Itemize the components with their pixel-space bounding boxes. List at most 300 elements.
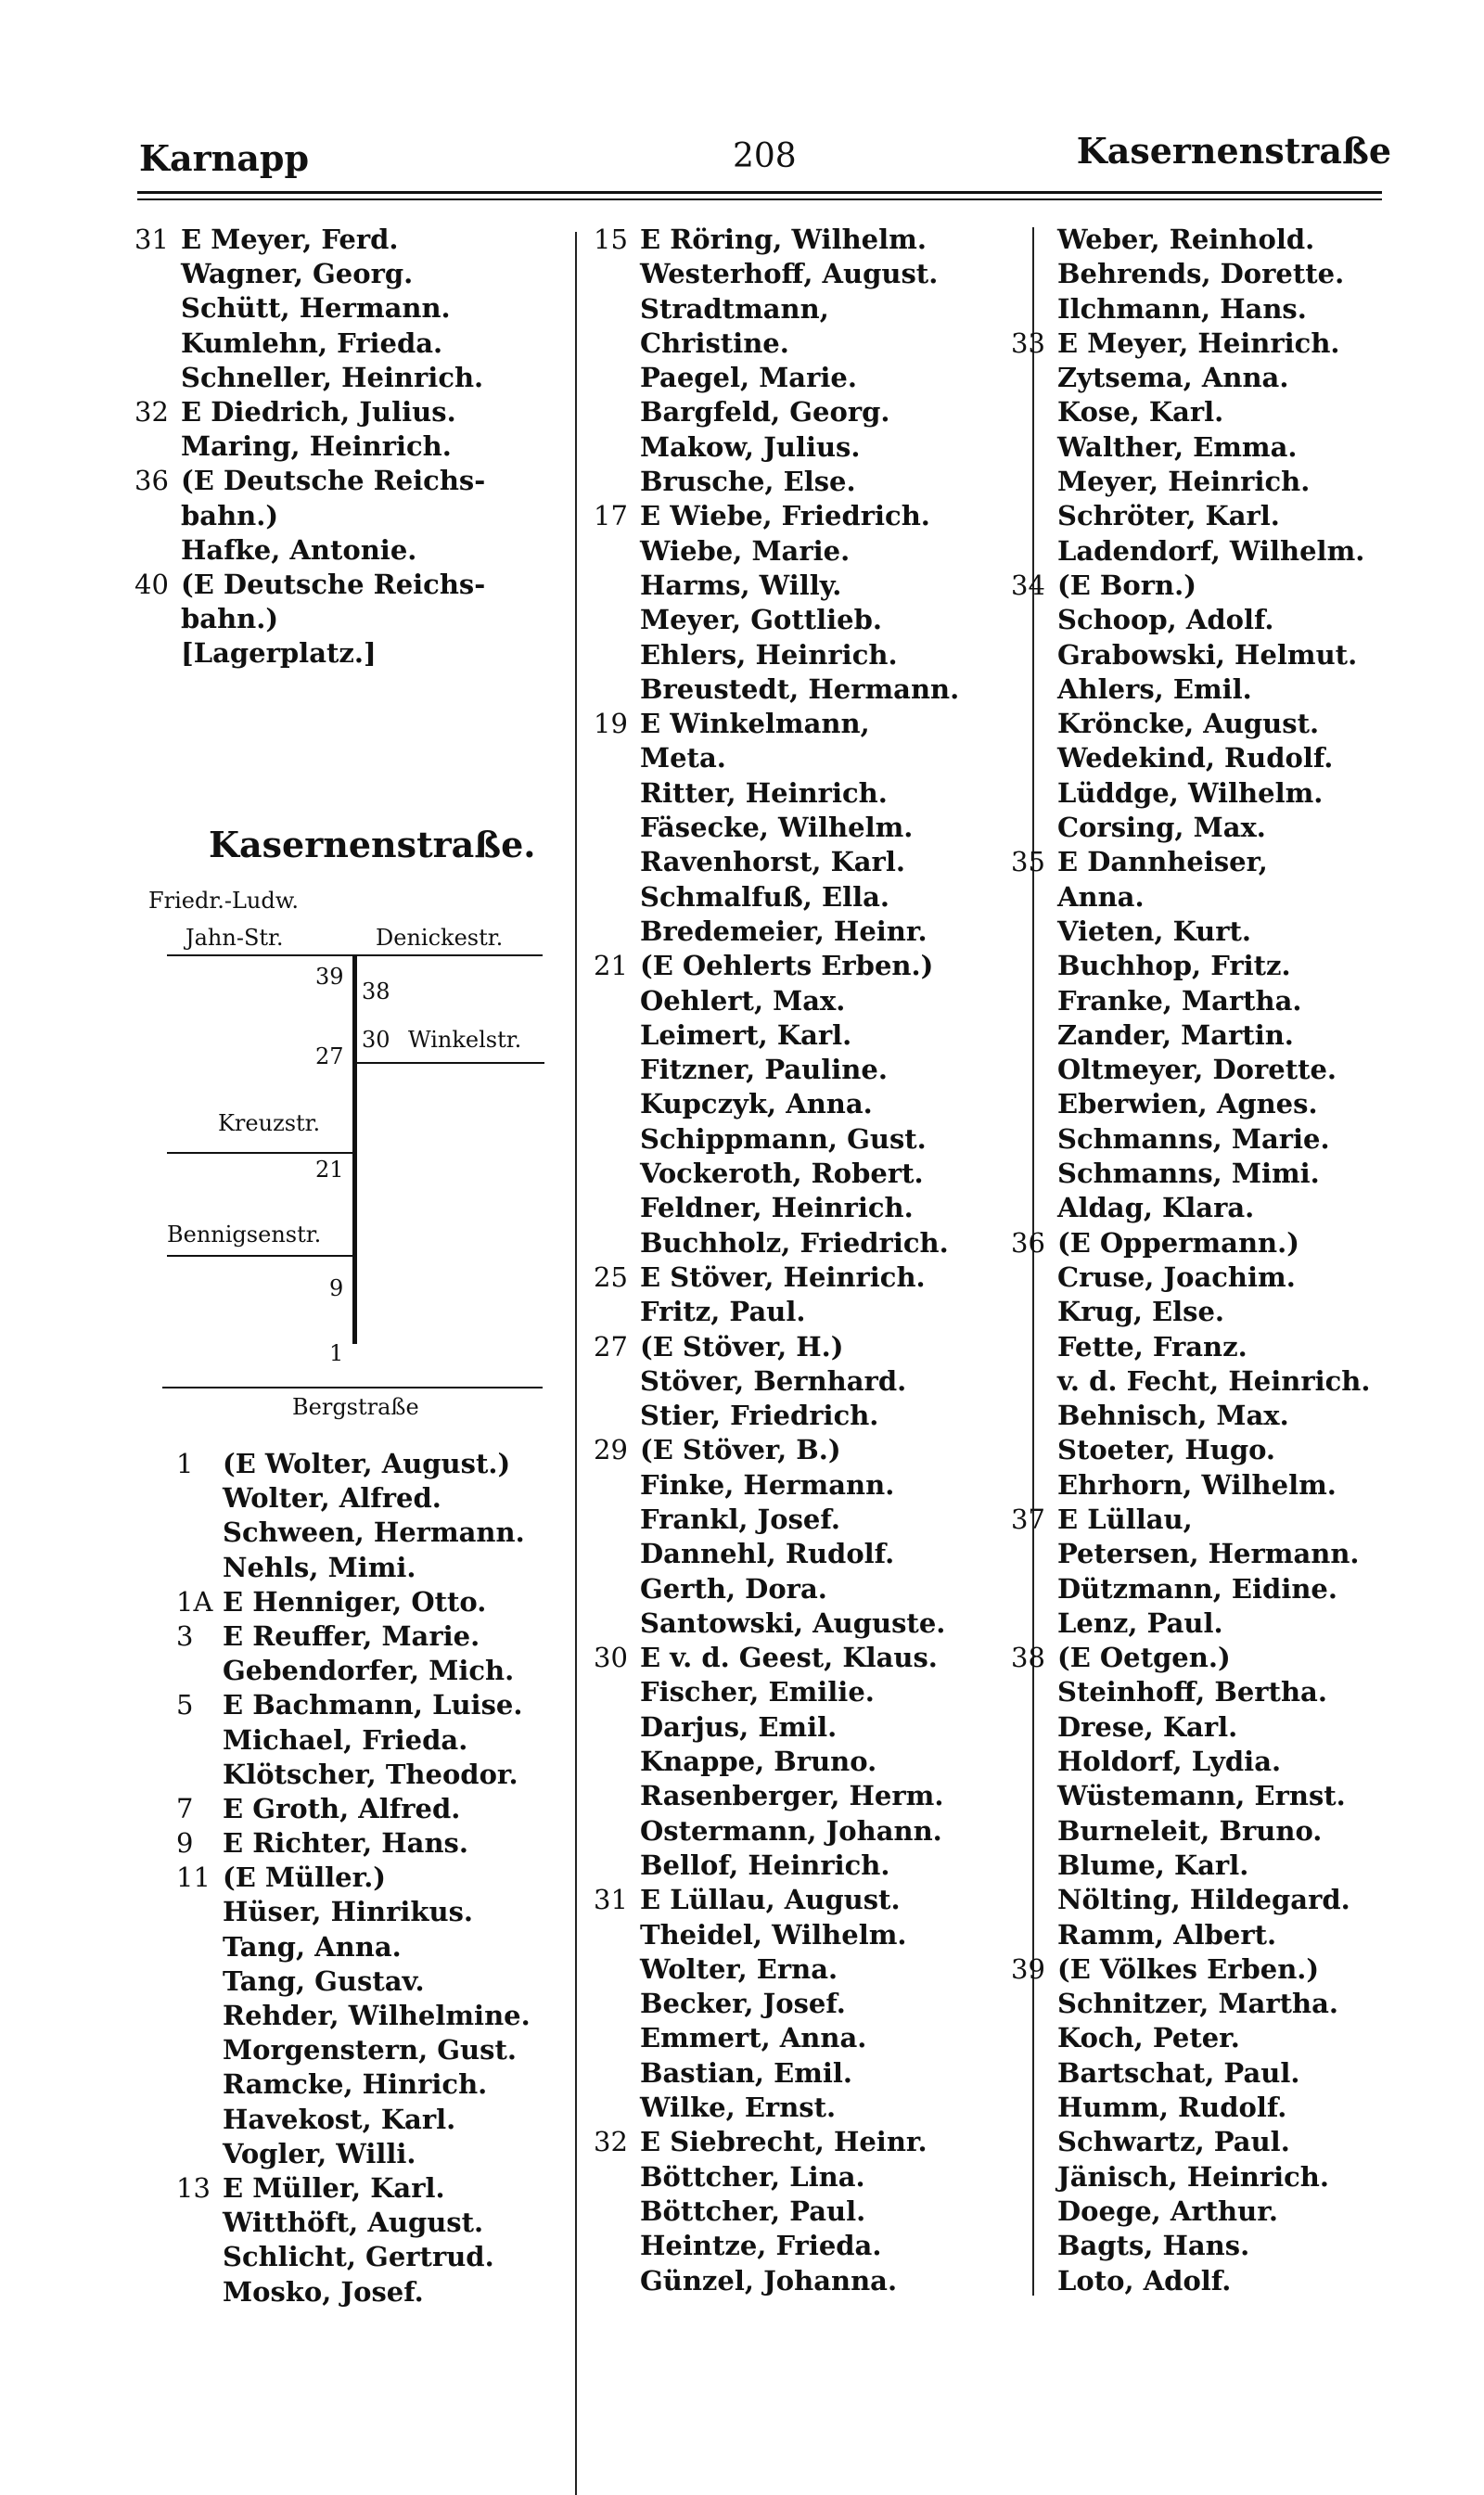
list-item	[176, 1551, 584, 1585]
resident-name: E Lüllau,	[1057, 1503, 1193, 1535]
list-item	[1011, 984, 1428, 1018]
house-number	[594, 534, 640, 569]
house-number	[1011, 257, 1057, 291]
list-item	[176, 2206, 584, 2240]
resident-name: (E Born.)	[1057, 569, 1196, 601]
house-number	[594, 1606, 640, 1641]
list-item	[1011, 1952, 1428, 1987]
house-number	[1011, 2021, 1057, 2055]
resident-name: Wüstemann, Ernst.	[1057, 1780, 1346, 1812]
resident-name: Schlicht, Gertrud.	[223, 2241, 494, 2273]
column-1-bottom	[176, 1447, 584, 2309]
resident-name: (E Stöver, H.)	[640, 1330, 844, 1363]
list-item	[1011, 1053, 1428, 1087]
house-number	[176, 1964, 223, 1999]
list-item	[1011, 1572, 1428, 1606]
resident-name: Eberwien, Agnes.	[1057, 1088, 1318, 1120]
house-number	[594, 1849, 640, 1883]
resident-name: Schippmann, Gust.	[640, 1122, 927, 1155]
list-item	[594, 915, 1002, 949]
house-number	[594, 1122, 640, 1157]
house-number: 1A	[176, 1585, 213, 1618]
list-item	[594, 1157, 1002, 1191]
resident-name: Böttcher, Lina.	[640, 2160, 865, 2193]
list-item	[1011, 1399, 1428, 1433]
list-item	[1011, 880, 1428, 915]
list-item	[1011, 361, 1428, 395]
resident-name: Wolter, Erna.	[640, 1952, 838, 1985]
resident-name: Tang, Anna.	[223, 1930, 402, 1963]
house-number	[1011, 949, 1057, 983]
house-number	[1011, 880, 1057, 915]
map-number-30: 30	[362, 1027, 390, 1053]
house-number	[594, 1675, 640, 1709]
resident-name: Stradtmann,	[640, 292, 829, 325]
resident-name: Bastian, Emil.	[640, 2056, 853, 2089]
list-item	[594, 2125, 1002, 2159]
resident-name: Paegel, Marie.	[640, 362, 857, 394]
list-item	[134, 257, 570, 291]
list-item	[594, 880, 1002, 915]
list-item	[594, 1710, 1002, 1745]
list-item	[1011, 1191, 1428, 1225]
resident-name: Lenz, Paul.	[1057, 1606, 1223, 1639]
house-number	[594, 2194, 640, 2229]
house-number	[1011, 2229, 1057, 2263]
list-item	[594, 845, 1002, 879]
list-item	[176, 2033, 584, 2067]
house-number	[1011, 1883, 1057, 1917]
house-number	[1011, 1260, 1057, 1295]
house-number: 15	[594, 224, 628, 255]
house-number	[1011, 707, 1057, 741]
resident-name: E Dannheiser,	[1057, 846, 1268, 878]
house-number	[1011, 2056, 1057, 2091]
list-item	[1011, 223, 1428, 257]
list-item	[1011, 2229, 1428, 2263]
resident-name: Michael, Frieda.	[223, 1723, 468, 1756]
list-item	[594, 1641, 1002, 1675]
list-item	[1011, 1468, 1428, 1503]
header-rule-thin	[137, 198, 1382, 200]
resident-name: Vieten, Kurt.	[1057, 915, 1252, 947]
house-number: 34	[1011, 569, 1045, 601]
resident-name: bahn.)	[181, 499, 279, 531]
resident-name: Ramm, Albert.	[1057, 1918, 1277, 1951]
list-item	[134, 395, 570, 429]
resident-name: E Müller, Karl.	[223, 2171, 445, 2204]
resident-name: Burneleit, Bruno.	[1057, 1814, 1323, 1847]
house-number	[1011, 2194, 1057, 2229]
house-number	[594, 776, 640, 811]
house-number	[594, 638, 640, 672]
list-item	[1011, 603, 1428, 637]
resident-name: Hafke, Antonie.	[181, 533, 417, 566]
resident-name: Oehlert, Max.	[640, 984, 846, 1017]
list-item	[594, 776, 1002, 811]
list-item	[1011, 1987, 1428, 2021]
resident-name: Krug, Else.	[1057, 1296, 1225, 1328]
house-number	[176, 2103, 223, 2137]
resident-name: v. d. Fecht, Heinrich.	[1057, 1364, 1371, 1397]
resident-name: Darjus, Emil.	[640, 1710, 838, 1743]
list-item	[1011, 1226, 1428, 1260]
house-number: 32	[134, 395, 169, 428]
list-item	[1011, 1330, 1428, 1364]
list-item	[134, 499, 570, 533]
map-street-bennigsen	[167, 1255, 352, 1257]
house-number	[1011, 1122, 1057, 1157]
house-number: 17	[594, 500, 628, 532]
house-number	[594, 2229, 640, 2263]
house-number	[1011, 1745, 1057, 1779]
map-label-denickestr: Denickestr.	[376, 925, 504, 951]
house-number	[1011, 1537, 1057, 1571]
header-rule	[137, 191, 1382, 194]
street-map	[139, 886, 556, 1424]
list-item	[1011, 1606, 1428, 1641]
resident-name: Fäsecke, Wilhelm.	[640, 812, 914, 844]
list-item	[1011, 2021, 1428, 2055]
list-item	[176, 1447, 584, 1481]
house-number: 30	[594, 1642, 628, 1674]
list-item	[176, 1930, 584, 1964]
house-number	[176, 2067, 223, 2102]
resident-name: Ehlers, Heinrich.	[640, 638, 898, 671]
list-item	[594, 638, 1002, 672]
house-number	[594, 672, 640, 707]
house-number	[176, 1551, 223, 1585]
house-number: 37	[1011, 1503, 1045, 1535]
resident-name: Ritter, Heinrich.	[640, 776, 888, 809]
list-item	[594, 1675, 1002, 1709]
list-item	[594, 1330, 1002, 1364]
list-item	[176, 1826, 584, 1861]
resident-name: Rasenberger, Herm.	[640, 1780, 944, 1812]
map-label-kreuzstr: Kreuzstr.	[218, 1110, 321, 1136]
list-item	[1011, 2091, 1428, 2125]
map-street-kreuz	[167, 1152, 352, 1154]
list-item	[1011, 1745, 1428, 1779]
house-number	[1011, 1918, 1057, 1952]
resident-name: (E Oehlerts Erben.)	[640, 950, 934, 982]
list-item	[1011, 395, 1428, 429]
list-item	[134, 568, 570, 602]
house-number	[594, 1157, 640, 1191]
house-number	[1011, 915, 1057, 949]
resident-name: E Winkelmann,	[640, 708, 870, 740]
house-number	[134, 361, 181, 395]
list-item	[1011, 2056, 1428, 2091]
house-number	[594, 1295, 640, 1329]
house-number	[594, 1987, 640, 2021]
resident-name: Bagts, Hans.	[1057, 2230, 1250, 2262]
house-number	[176, 1654, 223, 1688]
resident-name: Cruse, Joachim.	[1057, 1260, 1296, 1293]
house-number: 27	[594, 1330, 628, 1363]
running-head-left: Karnapp	[139, 137, 310, 179]
list-item	[176, 1481, 584, 1516]
resident-name: Corsing, Max.	[1057, 812, 1266, 844]
house-number	[134, 533, 181, 568]
house-number	[594, 2091, 640, 2125]
house-number	[594, 1191, 640, 1225]
resident-name: Blume, Karl.	[1057, 1849, 1249, 1881]
house-number	[1011, 1987, 1057, 2021]
list-item	[594, 984, 1002, 1018]
resident-name: Fritz, Paul.	[640, 1296, 806, 1328]
list-item	[594, 1503, 1002, 1537]
resident-name: E Reuffer, Marie.	[223, 1619, 480, 1652]
resident-name: [Lagerplatz.]	[181, 637, 377, 670]
resident-name: Doege, Arthur.	[1057, 2194, 1278, 2227]
resident-name: Loto, Adolf.	[1057, 2264, 1232, 2297]
resident-name: Koch, Peter.	[1057, 2022, 1240, 2054]
house-number	[594, 1364, 640, 1399]
house-number	[594, 1745, 640, 1779]
house-number	[1011, 499, 1057, 533]
resident-name: Witthöft, August.	[223, 2207, 484, 2239]
house-number	[176, 2033, 223, 2067]
resident-name: Vogler, Willi.	[223, 2137, 416, 2169]
list-item	[1011, 1814, 1428, 1849]
resident-name: Behnisch, Max.	[1057, 1400, 1289, 1432]
house-number	[176, 1930, 223, 1964]
resident-name: Santowski, Auguste.	[640, 1606, 946, 1639]
list-item	[176, 1758, 584, 1792]
house-number	[1011, 2264, 1057, 2298]
map-label-winkelstr: Winkelstr.	[408, 1027, 522, 1053]
house-number: 25	[594, 1260, 628, 1293]
house-number	[176, 2206, 223, 2240]
list-item	[594, 1018, 1002, 1053]
house-number	[594, 1710, 640, 1745]
resident-name: Holdorf, Lydia.	[1057, 1746, 1282, 1778]
resident-name: Bartschat, Paul.	[1057, 2056, 1300, 2089]
resident-name: Grabowski, Helmut.	[1057, 638, 1358, 671]
list-item	[594, 361, 1002, 395]
house-number	[1011, 1157, 1057, 1191]
house-number	[594, 811, 640, 845]
house-number	[1011, 1053, 1057, 1087]
list-item	[1011, 707, 1428, 741]
list-item	[594, 534, 1002, 569]
house-number: 33	[1011, 326, 1045, 359]
house-number	[176, 2137, 223, 2171]
house-number: 38	[1011, 1642, 1045, 1674]
resident-name: (E Deutsche Reichs-	[181, 465, 486, 497]
resident-name: Feldner, Heinrich.	[640, 1192, 914, 1224]
resident-name: Petersen, Hermann.	[1057, 1538, 1360, 1570]
house-number	[1011, 2160, 1057, 2194]
resident-name: (E Stöver, B.)	[640, 1434, 841, 1466]
resident-name: Lüddge, Wilhelm.	[1057, 776, 1324, 809]
list-item	[176, 1723, 584, 1758]
house-number	[594, 1053, 640, 1087]
house-number: 32	[594, 2126, 628, 2158]
house-number	[1011, 1018, 1057, 1053]
resident-name: (E Wolter, August.)	[223, 1448, 511, 1479]
resident-name: Zytsema, Anna.	[1057, 362, 1289, 394]
list-item	[1011, 1122, 1428, 1157]
running-head-right: Kasernenstraße	[1076, 130, 1391, 172]
list-item	[1011, 2160, 1428, 2194]
resident-name: Kose, Karl.	[1057, 396, 1224, 429]
resident-name: Bredemeier, Heinr.	[640, 915, 928, 947]
list-item	[594, 741, 1002, 775]
map-street-winkel	[354, 1062, 544, 1064]
house-number	[594, 984, 640, 1018]
list-item	[176, 2171, 584, 2206]
list-item	[1011, 1260, 1428, 1295]
list-item	[1011, 1433, 1428, 1467]
list-item	[594, 292, 1002, 326]
resident-name: Fitzner, Pauline.	[640, 1054, 888, 1086]
map-number-39: 39	[315, 964, 344, 990]
map-number-27: 27	[315, 1043, 344, 1069]
house-number	[1011, 395, 1057, 429]
list-item	[1011, 1157, 1428, 1191]
house-number	[176, 1481, 223, 1516]
house-number	[594, 1087, 640, 1121]
list-item	[594, 1399, 1002, 1433]
column-2	[594, 223, 1002, 2298]
resident-name: Ramcke, Hinrich.	[223, 2068, 488, 2101]
list-item	[1011, 949, 1428, 983]
resident-name: (E Oppermann.)	[1057, 1226, 1299, 1259]
list-item	[594, 949, 1002, 983]
house-number	[134, 291, 181, 326]
resident-name: Ehrhorn, Wilhelm.	[1057, 1468, 1337, 1501]
list-item	[134, 602, 570, 636]
resident-name: E Groth, Alfred.	[223, 1792, 461, 1824]
resident-name: E Richter, Hans.	[223, 1827, 468, 1860]
house-number	[1011, 534, 1057, 569]
house-number	[1011, 1330, 1057, 1364]
resident-name: Buchholz, Friedrich.	[640, 1226, 949, 1259]
house-number	[1011, 1572, 1057, 1606]
house-number	[594, 1468, 640, 1503]
resident-name: Meta.	[640, 742, 726, 774]
list-item	[594, 2091, 1002, 2125]
list-item	[594, 223, 1002, 257]
house-number	[176, 2240, 223, 2274]
list-item	[1011, 1641, 1428, 1675]
list-item	[1011, 1849, 1428, 1883]
list-item	[176, 1964, 584, 1999]
resident-name: Frankl, Josef.	[640, 1503, 840, 1535]
resident-name: Wiebe, Marie.	[640, 534, 851, 567]
resident-name: Gebendorfer, Mich.	[223, 1655, 515, 1687]
list-item	[594, 1260, 1002, 1295]
resident-name: Anna.	[1057, 880, 1145, 913]
list-item	[176, 2137, 584, 2171]
house-number	[594, 257, 640, 291]
list-item	[594, 1226, 1002, 1260]
resident-name: Havekost, Karl.	[223, 2103, 456, 2135]
house-number	[176, 1999, 223, 2033]
house-number	[176, 1895, 223, 1929]
list-item	[594, 1987, 1002, 2021]
list-item	[134, 326, 570, 361]
list-item	[134, 361, 570, 395]
house-number	[134, 429, 181, 464]
resident-name: Becker, Josef.	[640, 1988, 846, 2020]
house-number	[594, 1572, 640, 1606]
column-3	[1011, 223, 1428, 2298]
list-item	[1011, 845, 1428, 879]
list-item	[594, 2194, 1002, 2229]
house-number: 40	[134, 568, 169, 600]
list-item	[176, 1895, 584, 1929]
list-item	[594, 499, 1002, 533]
page-number: 208	[733, 137, 797, 175]
list-item	[134, 464, 570, 498]
map-label-jahn-str: Jahn-Str.	[186, 925, 284, 951]
list-item	[1011, 499, 1428, 533]
list-item	[594, 1364, 1002, 1399]
resident-name: E Wiebe, Friedrich.	[640, 500, 930, 532]
house-number	[1011, 776, 1057, 811]
list-item	[594, 1087, 1002, 1121]
list-item	[594, 465, 1002, 499]
list-item	[176, 2240, 584, 2274]
house-number	[1011, 1191, 1057, 1225]
map-street-bottom	[162, 1387, 543, 1388]
resident-name: Meyer, Heinrich.	[1057, 466, 1311, 498]
house-number	[176, 2275, 223, 2309]
resident-name: Kupczyk, Anna.	[640, 1088, 873, 1120]
resident-name: Knappe, Bruno.	[640, 1746, 877, 1778]
list-item	[1011, 915, 1428, 949]
house-number	[594, 1018, 640, 1053]
resident-name: Theidel, Wilhelm.	[640, 1918, 907, 1951]
list-item	[176, 1585, 584, 1619]
list-item	[594, 2056, 1002, 2091]
house-number: 19	[594, 708, 628, 740]
resident-name: Klötscher, Theodor.	[223, 1758, 518, 1790]
list-item	[1011, 465, 1428, 499]
list-item	[134, 429, 570, 464]
map-street-main	[352, 954, 357, 1344]
house-number	[1011, 1849, 1057, 1883]
resident-name: Günzel, Johanna.	[640, 2264, 898, 2297]
house-number: 21	[594, 950, 628, 982]
resident-name: Weber, Reinhold.	[1057, 224, 1315, 255]
house-number	[1011, 292, 1057, 326]
resident-name: Kröncke, August.	[1057, 708, 1320, 740]
house-number	[594, 845, 640, 879]
house-number	[594, 1918, 640, 1952]
list-item	[1011, 292, 1428, 326]
section-title: Kasernenstraße.	[209, 824, 536, 865]
house-number	[594, 569, 640, 603]
list-item	[1011, 1364, 1428, 1399]
resident-name: (E Völkes Erben.)	[1057, 1952, 1320, 1985]
list-item	[594, 1053, 1002, 1087]
list-item	[1011, 1537, 1428, 1571]
house-number	[1011, 1433, 1057, 1467]
resident-name: E v. d. Geest, Klaus.	[640, 1642, 938, 1674]
list-item	[594, 1122, 1002, 1157]
house-number	[594, 741, 640, 775]
house-number	[176, 1516, 223, 1550]
resident-name: E Röring, Wilhelm.	[640, 224, 927, 255]
list-item	[1011, 1779, 1428, 1813]
resident-name: E Diedrich, Julius.	[181, 395, 456, 428]
resident-name: Drese, Karl.	[1057, 1710, 1238, 1743]
list-item	[1011, 1087, 1428, 1121]
